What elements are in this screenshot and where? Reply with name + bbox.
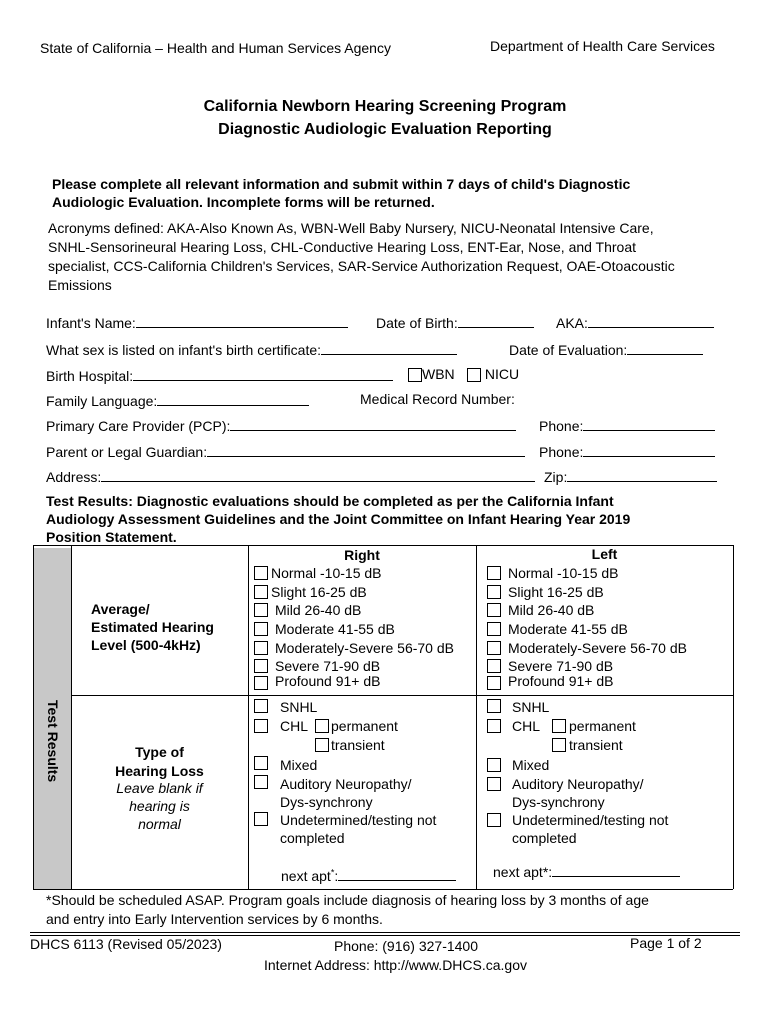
acronyms-line1: Acronyms defined: AKA-Also Known As, WBN-Well Baby Nursery, NICU-Neonatal Intensive Care, [48, 220, 654, 236]
birth-hospital-label: Birth Hospital: [46, 368, 134, 384]
acronyms-line3: specialist, CCS-California Children's Services, SAR-Service Authorization Request, OAE-Otoacoustic [48, 258, 675, 274]
zip-blank[interactable] [567, 467, 717, 482]
form-title-line2: Diagnostic Audiologic Evaluation Reporting [218, 121, 552, 138]
footnote-line2: and entry into Early Intervention services by 6 months. [46, 911, 383, 927]
left-transient-label: transient [569, 737, 623, 753]
right-severe-checkbox[interactable] [254, 659, 268, 673]
dob-label: Date of Birth: [376, 315, 458, 331]
infant-name-label: Infant's Name: [46, 315, 136, 331]
wbn-label: WBN [422, 366, 455, 382]
zip-field[interactable] [544, 467, 717, 485]
wbn-option[interactable] [408, 366, 455, 382]
instructions-line1: Please complete all relevant information and submit within 7 days of child's Diagnostic [52, 176, 631, 192]
footer-rule-top [30, 932, 740, 933]
left-modsevere-label: Moderately-Severe 56-70 dB [508, 640, 687, 656]
dob-field[interactable] [376, 313, 534, 331]
avg-label-line3: Level (500-4kHz) [91, 637, 201, 653]
left-normal-label: Normal -10-15 dB [508, 565, 619, 581]
address-label: Address: [46, 469, 102, 485]
left-snhl-label: SNHL [512, 699, 550, 715]
pcp-field[interactable] [46, 416, 516, 434]
right-modsevere-label: Moderately-Severe 56-70 dB [275, 640, 454, 656]
footer-internet[interactable]: Internet Address: http://www.DHCS.ca.gov [264, 957, 528, 973]
dob-blank[interactable] [458, 313, 534, 328]
family-language-blank[interactable] [157, 391, 309, 406]
col-header-right: Right [344, 547, 380, 563]
address-field[interactable] [46, 467, 535, 485]
right-permanent-checkbox[interactable] [315, 719, 329, 733]
zip-label: Zip: [544, 469, 568, 485]
pcp-label: Primary Care Provider (PCP): [46, 418, 231, 434]
right-an-label-line2: Dys-synchrony [280, 794, 373, 810]
date-eval-label: Date of Evaluation: [509, 342, 628, 358]
right-mixed-label: Mixed [280, 757, 318, 773]
left-transient-checkbox[interactable] [552, 738, 566, 752]
left-chl-label: CHL [512, 718, 541, 734]
form-title-line1: California Newborn Hearing Screening Program [203, 98, 567, 115]
left-mixed-checkbox[interactable] [487, 758, 501, 772]
pcp-blank[interactable] [230, 416, 516, 431]
left-mild-label: Mild 26-40 dB [508, 602, 595, 618]
right-moderate-checkbox[interactable] [254, 622, 268, 636]
type-label-line1: Type of [135, 744, 184, 760]
family-language-label: Family Language: [46, 393, 158, 409]
form-id: DHCS 6113 (Revised 05/2023) [30, 936, 222, 952]
col-header-left: Left [591, 546, 618, 562]
pcp-phone-label: Phone: [539, 418, 584, 434]
type-note-line2: hearing is [129, 798, 190, 814]
pcp-phone-field[interactable] [539, 416, 715, 434]
right-moderate-label: Moderate 41-55 dB [275, 621, 395, 637]
aka-field[interactable] [556, 313, 714, 331]
left-slight-label: Slight 16-25 dB [508, 584, 604, 600]
right-an-checkbox[interactable] [254, 775, 268, 789]
left-an-label-line2: Dys-synchrony [512, 794, 605, 810]
left-modsevere-checkbox[interactable] [487, 641, 501, 655]
left-next-apt-label: next apt*: [493, 864, 553, 880]
left-profound-label: Profound 91+ dB [508, 673, 614, 689]
agency-header: State of California – Health and Human Services Agency [40, 40, 391, 56]
aka-label: AKA: [556, 315, 588, 331]
parent-phone-field[interactable] [539, 442, 715, 460]
sex-field[interactable] [46, 340, 457, 358]
left-severe-label: Severe 71-90 dB [508, 658, 614, 674]
left-und-label-line1: Undetermined/testing not [512, 812, 669, 828]
table-left-col-divider [476, 545, 477, 889]
infant-name-field[interactable] [46, 313, 348, 331]
left-an-label-line1: Auditory Neuropathy/ [512, 776, 644, 792]
left-snhl-checkbox[interactable] [487, 699, 501, 713]
type-label-line2: Hearing Loss [115, 763, 204, 779]
right-transient-label: transient [331, 737, 385, 753]
test-results-intro-line2: Audiology Assessment Guidelines and the Joint Committee on Infant Hearing Year 2019 [46, 511, 631, 527]
left-normal-checkbox[interactable] [487, 566, 501, 580]
left-severe-checkbox[interactable] [487, 659, 501, 673]
parent-phone-blank[interactable] [583, 442, 715, 457]
aka-blank[interactable] [588, 313, 714, 328]
left-undetermined-checkbox[interactable] [487, 813, 501, 827]
right-normal-checkbox[interactable] [254, 566, 268, 580]
left-mild-checkbox[interactable] [487, 603, 501, 617]
table-right-col-divider [248, 545, 249, 889]
right-slight-checkbox[interactable] [254, 585, 268, 599]
right-next-apt-star: * [330, 867, 335, 878]
instructions-line2: Audiologic Evaluation. Incomplete forms will be returned. [52, 194, 435, 210]
right-und-label-line1: Undetermined/testing not [280, 812, 437, 828]
left-next-apt-field[interactable] [493, 862, 680, 880]
mrn-label: Medical Record Number: [360, 391, 515, 407]
date-eval-field[interactable] [509, 340, 703, 358]
right-chl-label: CHL [280, 718, 309, 734]
sex-label: What sex is listed on infant's birth certificate: [46, 342, 322, 358]
left-an-checkbox[interactable] [487, 777, 501, 791]
right-an-label-line1: Auditory Neuropathy/ [280, 776, 412, 792]
family-language-field[interactable] [46, 391, 309, 409]
right-profound-label: Profound 91+ dB [275, 673, 381, 689]
right-chl-checkbox[interactable] [254, 719, 268, 733]
acronyms-line4: Emissions [48, 277, 112, 293]
acronyms-line2: SNHL-Sensorineural Hearing Loss, CHL-Conductive Hearing Loss, ENT-Ear, Nose, and Throat [48, 239, 637, 255]
right-und-label-line2: completed [280, 830, 345, 846]
left-und-label-line2: completed [512, 830, 577, 846]
right-profound-checkbox[interactable] [254, 676, 268, 690]
right-next-apt-colon: : [334, 868, 339, 884]
left-permanent-checkbox[interactable] [552, 719, 566, 733]
parent-field[interactable] [46, 442, 525, 460]
table-left-border [33, 545, 34, 889]
nicu-label: NICU [484, 366, 520, 382]
test-results-intro-line3: Position Statement. [46, 529, 177, 545]
table-bottom-border [33, 889, 733, 890]
infant-name-blank[interactable] [136, 313, 348, 328]
type-note-line1: Leave blank if [116, 780, 203, 796]
left-moderate-label: Moderate 41-55 dB [508, 621, 628, 637]
right-slight-label: Slight 16-25 dB [271, 584, 367, 600]
right-next-apt-label: next apt [281, 868, 331, 884]
right-permanent-label: permanent [331, 718, 398, 734]
right-undetermined-checkbox[interactable] [254, 812, 268, 826]
address-blank[interactable] [101, 467, 535, 482]
left-permanent-label: permanent [569, 718, 636, 734]
right-next-apt-blank[interactable] [338, 866, 456, 881]
left-profound-checkbox[interactable] [487, 676, 501, 690]
table-right-border [733, 545, 734, 889]
right-snhl-label: SNHL [280, 699, 318, 715]
test-results-side-label: Test Results [45, 700, 61, 783]
parent-blank[interactable] [207, 442, 525, 457]
table-label-divider [71, 545, 72, 889]
left-moderate-checkbox[interactable] [487, 622, 501, 636]
avg-label-line2: Estimated Hearing [91, 619, 214, 635]
test-results-intro-line1: Test Results: Diagnostic evaluations should be completed as per the California Infant [46, 493, 614, 509]
pcp-phone-blank[interactable] [583, 416, 715, 431]
right-mixed-checkbox[interactable] [254, 756, 268, 770]
left-mixed-label: Mixed [512, 757, 550, 773]
right-severe-label: Severe 71-90 dB [275, 658, 381, 674]
department-header: Department of Health Care Services [490, 38, 715, 54]
nicu-option[interactable] [467, 366, 519, 382]
parent-phone-label: Phone: [539, 444, 584, 460]
right-normal-label: Normal -10-15 dB [271, 565, 382, 581]
left-slight-checkbox[interactable] [487, 585, 501, 599]
wbn-checkbox[interactable] [408, 368, 422, 382]
sex-blank[interactable] [321, 340, 457, 355]
date-eval-blank[interactable] [627, 340, 703, 355]
right-snhl-checkbox[interactable] [254, 699, 268, 713]
right-mild-checkbox[interactable] [254, 603, 268, 617]
left-chl-checkbox[interactable] [487, 719, 501, 733]
parent-label: Parent or Legal Guardian: [46, 444, 208, 460]
footer-phone: Phone: (916) 327-1400 [334, 938, 478, 954]
right-modsevere-checkbox[interactable] [254, 641, 268, 655]
right-transient-checkbox[interactable] [315, 738, 329, 752]
page-number: Page 1 of 2 [630, 935, 702, 951]
birth-hospital-blank[interactable] [133, 366, 393, 381]
table-mid-border [71, 695, 733, 696]
right-mild-label: Mild 26-40 dB [275, 602, 362, 618]
right-next-apt-field[interactable] [281, 866, 456, 884]
birth-hospital-field[interactable] [46, 366, 393, 384]
type-note-line3: normal [138, 816, 181, 832]
left-next-apt-blank[interactable] [552, 862, 680, 877]
footnote-line1: *Should be scheduled ASAP. Program goals include diagnosis of hearing loss by 3 months of age [46, 892, 649, 908]
avg-label-line1: Average/ [91, 601, 150, 617]
nicu-checkbox[interactable] [467, 368, 481, 382]
